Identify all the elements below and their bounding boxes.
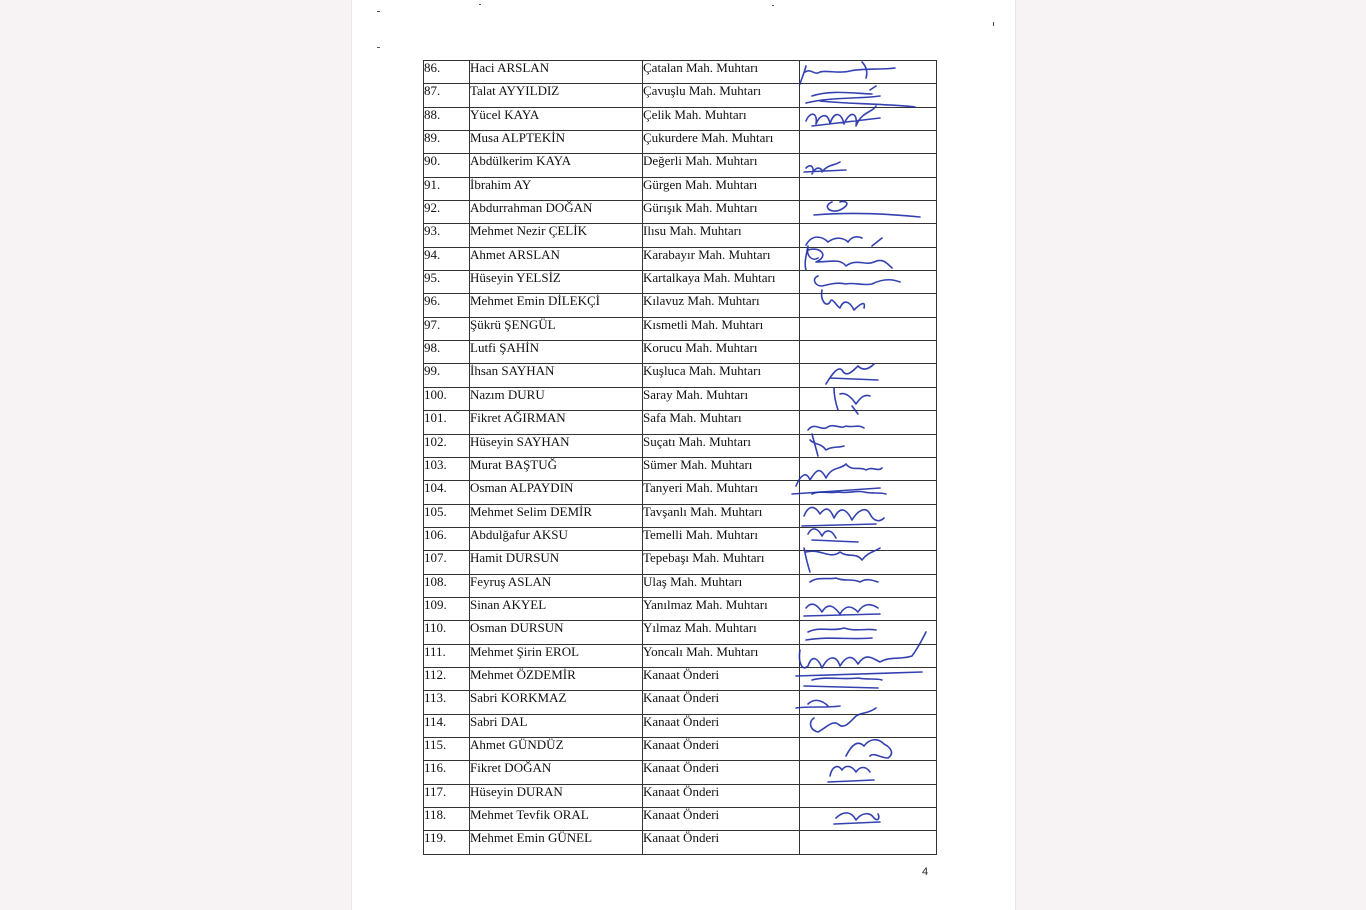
row-number: 96.: [424, 294, 470, 317]
signature-cell: [800, 341, 937, 364]
person-name: Abdülkerim KAYA: [470, 154, 643, 177]
person-name: Nazım DURU: [470, 387, 643, 410]
person-name: Ahmet GÜNDÜZ: [470, 737, 643, 760]
person-name: Hüseyin DURAN: [470, 784, 643, 807]
row-number: 117.: [424, 784, 470, 807]
signature-cell: [800, 784, 937, 807]
signature-cell: [800, 504, 937, 527]
person-name: Sinan AKYEL: [470, 597, 643, 620]
signature-cell: [800, 481, 937, 504]
signature-cell: [800, 714, 937, 737]
row-number: 95.: [424, 271, 470, 294]
person-name: Mehmet ÖZDEMİR: [470, 667, 643, 690]
row-number: 108.: [424, 574, 470, 597]
row-number: 90.: [424, 154, 470, 177]
row-number: 106.: [424, 527, 470, 550]
roster-row: [424, 504, 937, 527]
roster-row: [424, 84, 937, 107]
roster-row: [424, 364, 937, 387]
person-title: Karabayır Mah. Muhtarı: [643, 247, 800, 270]
row-number: 113.: [424, 691, 470, 714]
person-title: Kılavuz Mah. Muhtarı: [643, 294, 800, 317]
scan-speck: [377, 11, 380, 12]
signature-cell: [800, 201, 937, 224]
roster-row: [424, 341, 937, 364]
person-title: Gürgen Mah. Muhtarı: [643, 177, 800, 200]
signature-cell: [800, 551, 937, 574]
signature-cell: [800, 61, 937, 84]
person-name: Abdurrahman DOĞAN: [470, 201, 643, 224]
person-name: Yücel KAYA: [470, 107, 643, 130]
person-title: Ilısu Mah. Muhtarı: [643, 224, 800, 247]
person-title: Tepebaşı Mah. Muhtarı: [643, 551, 800, 574]
signature-cell: [800, 574, 937, 597]
signature-cell: [800, 434, 937, 457]
person-name: Osman ALPAYDIN: [470, 481, 643, 504]
row-number: 111.: [424, 644, 470, 667]
roster-row: [424, 154, 937, 177]
person-title: Yılmaz Mah. Muhtarı: [643, 621, 800, 644]
row-number: 116.: [424, 761, 470, 784]
person-name: Abdulğafur AKSU: [470, 527, 643, 550]
row-number: 119.: [424, 831, 470, 854]
signature-cell: [800, 364, 937, 387]
roster-row: [424, 61, 937, 84]
signature-roster-table: [423, 60, 937, 855]
person-name: Musa ALPTEKİN: [470, 131, 643, 154]
row-number: 118.: [424, 808, 470, 831]
person-name: Mehmet Emin DİLEKÇİ: [470, 294, 643, 317]
roster-row: [424, 387, 937, 410]
row-number: 114.: [424, 714, 470, 737]
signature-cell: [800, 411, 937, 434]
roster-row: [424, 621, 937, 644]
roster-row: [424, 224, 937, 247]
roster-row: [424, 201, 937, 224]
row-number: 91.: [424, 177, 470, 200]
signature-cell: [800, 317, 937, 340]
person-title: Ulaş Mah. Muhtarı: [643, 574, 800, 597]
roster-row: [424, 574, 937, 597]
roster-row: [424, 761, 937, 784]
person-name: Ahmet ARSLAN: [470, 247, 643, 270]
person-title: Suçatı Mah. Muhtarı: [643, 434, 800, 457]
person-title: Kanaat Önderi: [643, 691, 800, 714]
person-name: Haci ARSLAN: [470, 61, 643, 84]
signature-cell: [800, 737, 937, 760]
person-title: Kanaat Önderi: [643, 667, 800, 690]
signature-cell: [800, 761, 937, 784]
roster-row: [424, 177, 937, 200]
row-number: 98.: [424, 341, 470, 364]
person-name: Mehmet Tevfik ORAL: [470, 808, 643, 831]
person-name: Murat BAŞTUĞ: [470, 457, 643, 480]
person-name: Osman DURSUN: [470, 621, 643, 644]
signature-cell: [800, 247, 937, 270]
row-number: 92.: [424, 201, 470, 224]
row-number: 94.: [424, 247, 470, 270]
row-number: 109.: [424, 597, 470, 620]
person-title: Sümer Mah. Muhtarı: [643, 457, 800, 480]
row-number: 112.: [424, 667, 470, 690]
roster-row: [424, 317, 937, 340]
row-number: 115.: [424, 737, 470, 760]
person-title: Saray Mah. Muhtarı: [643, 387, 800, 410]
roster-row: [424, 644, 937, 667]
person-title: Kanaat Önderi: [643, 831, 800, 854]
person-title: Yoncalı Mah. Muhtarı: [643, 644, 800, 667]
roster-row: [424, 411, 937, 434]
roster-row: [424, 527, 937, 550]
roster-row: [424, 481, 937, 504]
person-name: Lutfi ŞAHİN: [470, 341, 643, 364]
person-title: Kısmetli Mah. Muhtarı: [643, 317, 800, 340]
person-name: Fikret DOĞAN: [470, 761, 643, 784]
row-number: 93.: [424, 224, 470, 247]
scan-speck: [993, 22, 994, 26]
row-number: 110.: [424, 621, 470, 644]
person-title: Çelik Mah. Muhtarı: [643, 107, 800, 130]
row-number: 101.: [424, 411, 470, 434]
signature-cell: [800, 527, 937, 550]
person-title: Gürışık Mah. Muhtarı: [643, 201, 800, 224]
person-title: Safa Mah. Muhtarı: [643, 411, 800, 434]
roster-row: [424, 131, 937, 154]
row-number: 102.: [424, 434, 470, 457]
person-name: İhsan SAYHAN: [470, 364, 643, 387]
row-number: 87.: [424, 84, 470, 107]
roster-row: [424, 667, 937, 690]
roster-row: [424, 457, 937, 480]
person-name: Fikret AĞIRMAN: [470, 411, 643, 434]
signature-cell: [800, 387, 937, 410]
person-title: Çatalan Mah. Muhtarı: [643, 61, 800, 84]
roster-row: [424, 247, 937, 270]
row-number: 86.: [424, 61, 470, 84]
person-title: Kanaat Önderi: [643, 808, 800, 831]
signature-cell: [800, 644, 937, 667]
signature-cell: [800, 691, 937, 714]
person-name: Talat AYYILDIZ: [470, 84, 643, 107]
roster-row: [424, 737, 937, 760]
row-number: 104.: [424, 481, 470, 504]
person-name: Mehmet Emin GÜNEL: [470, 831, 643, 854]
roster-row: [424, 294, 937, 317]
roster-row: [424, 271, 937, 294]
person-name: İbrahim AY: [470, 177, 643, 200]
roster-row: [424, 107, 937, 130]
person-name: Hamit DURSUN: [470, 551, 643, 574]
signature-cell: [800, 107, 937, 130]
scan-speck: [479, 4, 481, 5]
roster-row: [424, 597, 937, 620]
scan-speck: [772, 5, 774, 6]
person-title: Kartalkaya Mah. Muhtarı: [643, 271, 800, 294]
row-number: 100.: [424, 387, 470, 410]
roster-row: [424, 831, 937, 854]
person-title: Değerli Mah. Muhtarı: [643, 154, 800, 177]
roster-row: [424, 551, 937, 574]
person-title: Kanaat Önderi: [643, 714, 800, 737]
row-number: 99.: [424, 364, 470, 387]
person-title: Kanaat Önderi: [643, 784, 800, 807]
roster-row: [424, 714, 937, 737]
person-title: Tanyeri Mah. Muhtarı: [643, 481, 800, 504]
person-title: Çukurdere Mah. Muhtarı: [643, 131, 800, 154]
person-name: Hüseyin SAYHAN: [470, 434, 643, 457]
signature-cell: [800, 457, 937, 480]
person-title: Kuşluca Mah. Muhtarı: [643, 364, 800, 387]
signature-cell: [800, 177, 937, 200]
person-name: Şükrü ŞENGÜL: [470, 317, 643, 340]
signature-cell: [800, 597, 937, 620]
page-number: 4: [922, 866, 929, 878]
person-name: Hüseyin YELSİZ: [470, 271, 643, 294]
roster-row: [424, 784, 937, 807]
person-name: Sabri KORKMAZ: [470, 691, 643, 714]
roster-body: [424, 61, 937, 855]
roster-row: [424, 691, 937, 714]
scan-speck: [377, 47, 380, 48]
person-name: Mehmet Şirin EROL: [470, 644, 643, 667]
row-number: 88.: [424, 107, 470, 130]
person-name: Sabri DAL: [470, 714, 643, 737]
row-number: 89.: [424, 131, 470, 154]
signature-cell: [800, 667, 937, 690]
person-title: Korucu Mah. Muhtarı: [643, 341, 800, 364]
person-title: Kanaat Önderi: [643, 761, 800, 784]
person-title: Yanılmaz Mah. Muhtarı: [643, 597, 800, 620]
person-title: Tavşanlı Mah. Muhtarı: [643, 504, 800, 527]
signature-cell: [800, 154, 937, 177]
person-name: Feyruş ASLAN: [470, 574, 643, 597]
signature-cell: [800, 621, 937, 644]
signature-cell: [800, 294, 937, 317]
signature-cell: [800, 271, 937, 294]
person-name: Mehmet Selim DEMİR: [470, 504, 643, 527]
signature-cell: [800, 131, 937, 154]
roster-row: [424, 808, 937, 831]
row-number: 103.: [424, 457, 470, 480]
row-number: 97.: [424, 317, 470, 340]
person-title: Temelli Mah. Muhtarı: [643, 527, 800, 550]
person-title: Çavuşlu Mah. Muhtarı: [643, 84, 800, 107]
row-number: 105.: [424, 504, 470, 527]
signature-cell: [800, 831, 937, 854]
signature-cell: [800, 808, 937, 831]
person-title: Kanaat Önderi: [643, 737, 800, 760]
signature-cell: [800, 224, 937, 247]
row-number: 107.: [424, 551, 470, 574]
person-name: Mehmet Nezir ÇELİK: [470, 224, 643, 247]
signature-cell: [800, 84, 937, 107]
roster-row: [424, 434, 937, 457]
